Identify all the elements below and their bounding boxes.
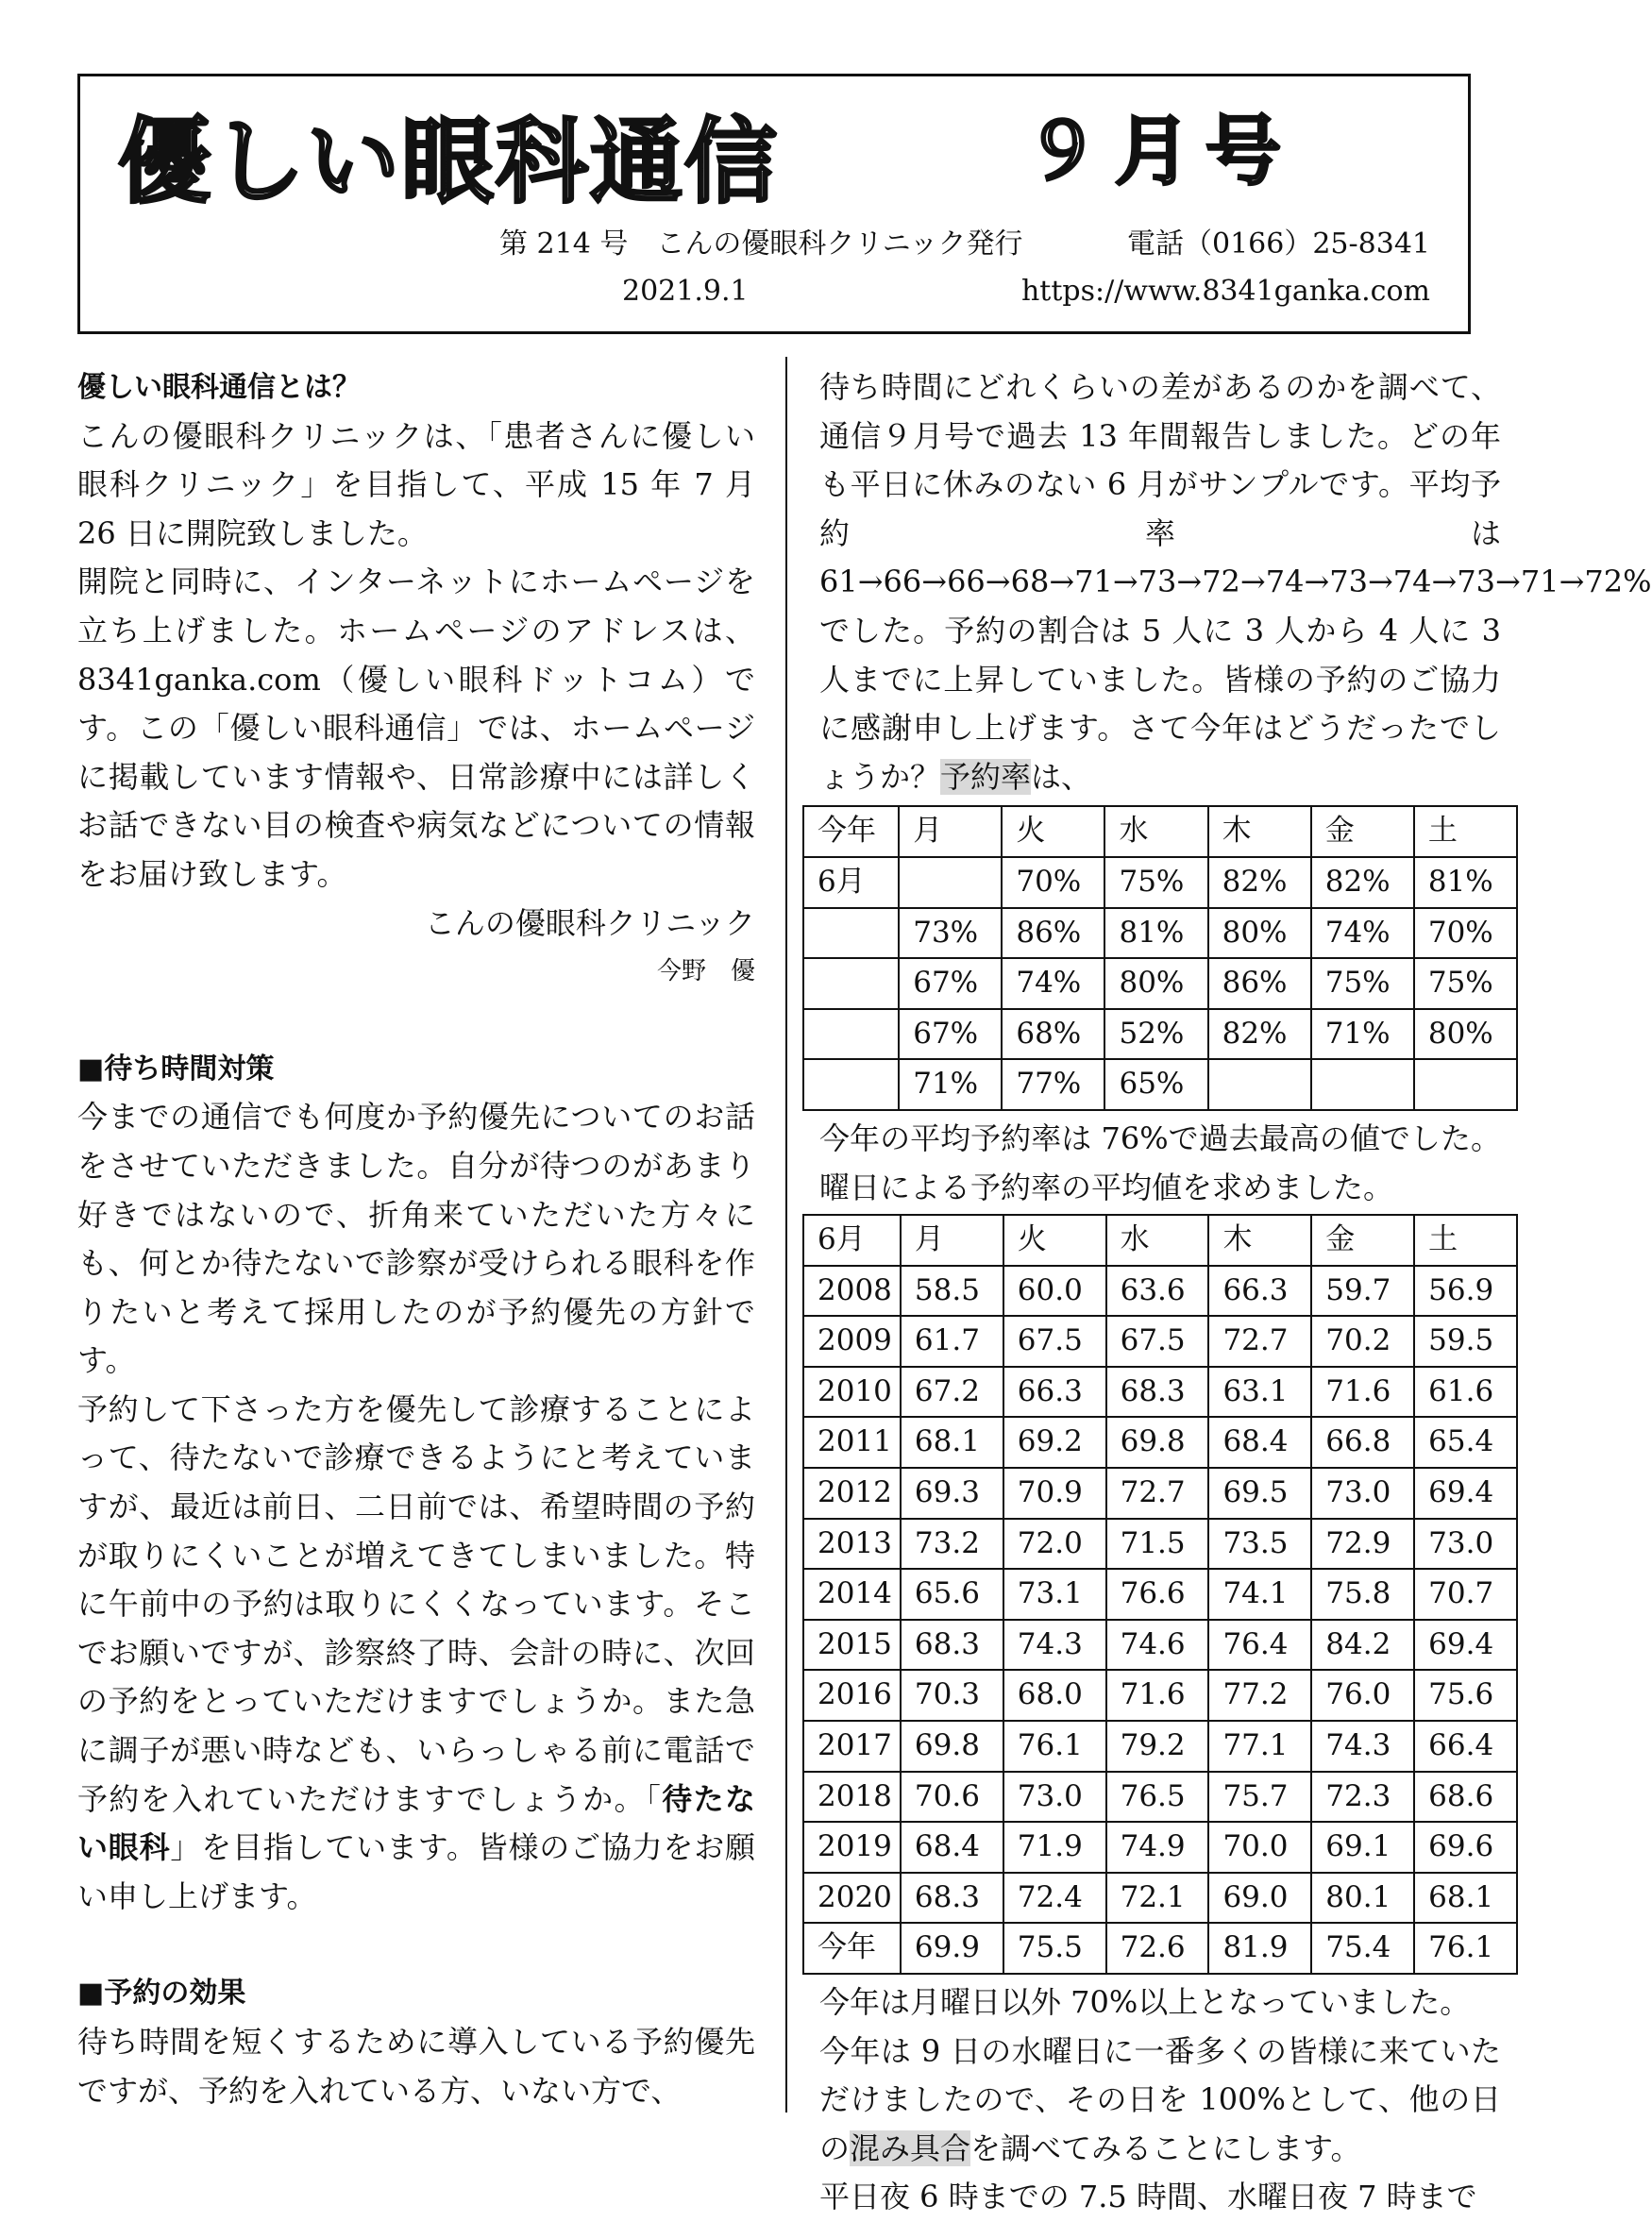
right-paragraph-3: 今年は月曜日以外 70%以上となっていました。 (819, 1984, 1471, 2020)
table-cell: 61.7 (901, 1316, 1003, 1367)
table-cell: 80% (1208, 908, 1311, 959)
table-cell: 69.8 (901, 1721, 1003, 1772)
intro-heading: 優しい眼科通信とは？ (77, 371, 361, 404)
highlight-yoyaku-rate: 予約率 (940, 758, 1032, 795)
table-cell: 69.0 (1208, 1873, 1311, 1924)
table-header-cell: 月 (901, 1215, 1003, 1266)
table-cell: 69.5 (1208, 1468, 1311, 1519)
table-cell: 71.9 (1003, 1822, 1106, 1873)
table-cell: 75.4 (1311, 1923, 1414, 1974)
table-cell: 2017 (803, 1721, 901, 1772)
reservation-rate-table (802, 805, 1518, 1111)
table-cell: 66.8 (1311, 1417, 1414, 1468)
table-row (803, 1468, 1517, 1519)
table-cell: 68.1 (901, 1417, 1003, 1468)
table-header-cell: 火 (1003, 1215, 1106, 1266)
table-row (803, 1620, 1517, 1671)
table-cell: 6月 (803, 857, 899, 908)
table-cell: 2011 (803, 1417, 901, 1468)
table-cell: 63.1 (1208, 1367, 1311, 1418)
table-cell: 79.2 (1106, 1721, 1209, 1772)
table-cell: 52% (1104, 1009, 1207, 1060)
table-cell: 73% (899, 908, 1002, 959)
table-row (803, 908, 1517, 959)
table-cell: 69.3 (901, 1468, 1003, 1519)
right-column (818, 363, 1652, 2222)
table-header-cell: 金 (1311, 806, 1414, 857)
table-cell (1414, 1059, 1517, 1110)
table-cell: 59.7 (1311, 1266, 1414, 1317)
table-cell: 69.4 (1414, 1620, 1517, 1671)
table-cell: 68% (1002, 1009, 1104, 1060)
wait-text-before: 予約して下さった方を優先して診療することによって、待たないで診療できるようにと考えていますが、最近は前日、二日前では、希望時間の予約が取りにくいことが増えてきてしまいました。特に午前中の予約は取りにくくなっています。そこでお願いですが、診察終了時、会計の時に、次回の予約をとっていただけますでしょうか。また急に調子が悪い時なども、いらっしゃる前に電話で予約を入れていただけますでしょうか。「 (77, 1390, 755, 1817)
table-cell: 70% (1002, 857, 1104, 908)
publisher-line: 第 214 号 こんの優眼科クリニック発行 (499, 227, 1023, 261)
right-paragraph-4 (819, 2028, 1501, 2174)
table-cell: 74.6 (1106, 1620, 1209, 1671)
table-cell: 76.4 (1208, 1620, 1311, 1671)
table-cell: 58.5 (901, 1266, 1003, 1317)
table-cell: 2019 (803, 1822, 901, 1873)
wait-heading: ■待ち時間対策 (77, 1052, 275, 1086)
table-header-cell: 木 (1208, 1215, 1311, 1266)
table-cell: 74.3 (1311, 1721, 1414, 1772)
table-cell: 70.3 (901, 1670, 1003, 1721)
table-cell: 2010 (803, 1367, 901, 1418)
table-header-cell: 土 (1414, 806, 1517, 857)
table-row (803, 857, 1517, 908)
table-cell: 72.4 (1003, 1873, 1106, 1924)
table-cell: 82% (1208, 857, 1311, 908)
table-cell (803, 958, 899, 1009)
table-row (803, 1059, 1517, 1110)
right-text-1: 待ち時間にどれくらいの差があるのかを調べて、通信９月号で過去 13 年間報告しました。どの年も平日に休みのない 6 月がサンプルです。平均予約率は 61→66→66→68→71→73→72→74→73→74→73→71→72%でした。予約の割合は 5 人に 3 人から 4 人に 3 人までに上昇していました。皆様の予約のご協力に感謝申し上げます。さて今年はどうだったでしょうか？ (819, 369, 1652, 795)
table-cell: 69.8 (1106, 1417, 1209, 1468)
table-row (803, 1417, 1517, 1468)
table-cell: 80.1 (1311, 1873, 1414, 1924)
table-cell: 67.5 (1106, 1316, 1209, 1367)
table-header-cell: 月 (899, 806, 1002, 857)
table-cell: 70.0 (1208, 1822, 1311, 1873)
table-cell (803, 1009, 899, 1060)
table-cell: 76.6 (1106, 1569, 1209, 1620)
table-row (803, 1519, 1517, 1570)
table-cell: 65.6 (901, 1569, 1003, 1620)
table-cell: 70% (1414, 908, 1517, 959)
table-cell: 76.1 (1003, 1721, 1106, 1772)
table-cell: 81% (1414, 857, 1517, 908)
table-cell: 74.3 (1003, 1620, 1106, 1671)
table-cell: 67.5 (1003, 1316, 1106, 1367)
table-cell (803, 908, 899, 959)
table-cell: 59.5 (1414, 1316, 1517, 1367)
effect-paragraph-1: 待ち時間を短くするために導入している予約優先ですが、予約を入れている方、いない方で、 (77, 2024, 755, 2109)
table-cell: 68.4 (901, 1822, 1003, 1873)
table-cell: 74.9 (1106, 1822, 1209, 1873)
table-row (803, 1009, 1517, 1060)
right-text-4-before: 今年は 9 日の水曜日に一番多くの皆様に来ていただけましたので、その日を 100%として、他の日の (819, 2032, 1501, 2166)
table-cell: 72.6 (1106, 1923, 1209, 1974)
table-cell: 76.5 (1106, 1772, 1209, 1823)
table-cell: 72.7 (1106, 1468, 1209, 1519)
wait-paragraph-2 (77, 1386, 755, 1922)
table-cell: 60.0 (1003, 1266, 1106, 1317)
table-row (803, 1772, 1517, 1823)
table-cell: 72.1 (1106, 1873, 1209, 1924)
table-cell: 70.2 (1311, 1316, 1414, 1367)
table-cell: 75.5 (1003, 1923, 1106, 1974)
table-header-cell: 今年 (803, 806, 899, 857)
website-url[interactable]: https://www.8341ganka.com (1020, 275, 1430, 308)
table-cell: 86% (1002, 908, 1104, 959)
table-cell (1311, 1059, 1414, 1110)
table-cell: 66.3 (1208, 1266, 1311, 1317)
table-row (803, 1873, 1517, 1924)
table-cell: 69.9 (901, 1923, 1003, 1974)
table-cell: 75.7 (1208, 1772, 1311, 1823)
table-cell: 67% (899, 958, 1002, 1009)
table-cell: 68.3 (1106, 1367, 1209, 1418)
table-cell: 70.6 (901, 1772, 1003, 1823)
table-cell: 72.7 (1208, 1316, 1311, 1367)
table-header-row (803, 1215, 1517, 1266)
table-cell: 68.1 (1414, 1873, 1517, 1924)
table-cell: 75% (1311, 958, 1414, 1009)
table-cell: 75.8 (1311, 1569, 1414, 1620)
wait-emphasis: 待たない眼科 (77, 1780, 755, 1866)
table-cell: 77% (1002, 1059, 1104, 1110)
table-header-cell: 水 (1106, 1215, 1209, 1266)
table-cell: 2018 (803, 1772, 901, 1823)
intro-paragraph-2: 開院と同時に、インターネットにホームページを立ち上げました。ホームページのアドレスは、8341ganka.com（優しい眼科ドットコム）です。この「優しい眼科通信」では、ホームページに掲載しています情報や、日常診療中には詳しくお話できない目の検査や病気などについての情報をお届け致します。 (77, 564, 755, 892)
table-cell: 69.1 (1311, 1822, 1414, 1873)
table-cell: 73.0 (1311, 1468, 1414, 1519)
wait-text-after: 」を目指しています。皆様のご協力をお願い申し上げます。 (77, 1829, 755, 1914)
table-row (803, 1367, 1517, 1418)
newsletter-title: 優しい眼科通信 (118, 109, 780, 216)
table-header-cell: 土 (1414, 1215, 1517, 1266)
table-cell: 73.0 (1003, 1772, 1106, 1823)
table-cell: 56.9 (1414, 1266, 1517, 1317)
table-row (803, 1670, 1517, 1721)
table-cell: 73.5 (1208, 1519, 1311, 1570)
table-cell: 68.3 (901, 1620, 1003, 1671)
table-cell: 73.1 (1003, 1569, 1106, 1620)
right-paragraph-2: 今年の平均予約率は 76%で過去最高の値でした。曜日による予約率の平均値を求めました。 (819, 1119, 1501, 1205)
table-cell: 84.2 (1311, 1620, 1414, 1671)
table-cell: 61.6 (1414, 1367, 1517, 1418)
table-cell: 67.2 (901, 1367, 1003, 1418)
table-cell: 69.4 (1414, 1468, 1517, 1519)
table-row (803, 1923, 1517, 1974)
table-cell: 75.6 (1414, 1670, 1517, 1721)
phone-number: 電話（0166）25-8341 (1126, 227, 1430, 261)
right-text-4-after: を調べてみることにします。 (970, 2129, 1361, 2166)
table-row (803, 1721, 1517, 1772)
table-cell: 74% (1002, 958, 1104, 1009)
table-cell: 71% (899, 1059, 1002, 1110)
table-cell: 66.4 (1414, 1721, 1517, 1772)
table-cell (899, 857, 1002, 908)
table-cell: 74% (1311, 908, 1414, 959)
right-paragraph-5: 平日夜 6 時までの 7.5 時間、水曜日夜 7 時まで (819, 2179, 1477, 2215)
table-cell: 今年 (803, 1923, 901, 1974)
table-header-cell: 6月 (803, 1215, 901, 1266)
table-row (803, 1266, 1517, 1317)
table-row (803, 1316, 1517, 1367)
table-cell: 73.2 (901, 1519, 1003, 1570)
table-cell: 2009 (803, 1316, 901, 1367)
effect-heading: ■予約の効果 (77, 1977, 246, 2011)
table-cell: 66.3 (1003, 1367, 1106, 1418)
table-cell: 82% (1208, 1009, 1311, 1060)
table-header-row (803, 806, 1517, 857)
table-cell: 65.4 (1414, 1417, 1517, 1468)
table-cell: 2020 (803, 1873, 901, 1924)
table-cell: 72.9 (1311, 1519, 1414, 1570)
table-cell: 80% (1104, 958, 1207, 1009)
table-header-cell: 金 (1311, 1215, 1414, 1266)
highlight-congestion: 混み具合 (850, 2129, 971, 2166)
table-cell: 2016 (803, 1670, 901, 1721)
intro-paragraph-1: こんの優眼科クリニックは、「患者さんに優しい眼科クリニック」を目指して、平成 15 年 7 月 26 日に開院致しました。 (77, 417, 755, 551)
table-cell: 69.6 (1414, 1822, 1517, 1873)
issue-label: ９月号 (1024, 108, 1296, 195)
table-cell: 86% (1208, 958, 1311, 1009)
author-name: 今野 優 (656, 957, 755, 986)
right-text-1-end: は、 (1031, 758, 1092, 795)
table-cell: 68.4 (1208, 1417, 1311, 1468)
table-cell: 75% (1104, 857, 1207, 908)
table-cell: 72.3 (1311, 1772, 1414, 1823)
table-cell: 82% (1311, 857, 1414, 908)
table-cell: 74.1 (1208, 1569, 1311, 1620)
table-cell: 2013 (803, 1519, 901, 1570)
table-cell (1208, 1059, 1311, 1110)
clinic-name: こんの優眼科クリニック (424, 904, 755, 941)
average-rate-table (802, 1214, 1518, 1975)
table-cell: 67% (899, 1009, 1002, 1060)
right-paragraph-1 (819, 363, 1652, 801)
table-cell: 81% (1104, 908, 1207, 959)
table-cell: 2014 (803, 1569, 901, 1620)
table-cell: 76.1 (1414, 1923, 1517, 1974)
table-cell: 71.5 (1106, 1519, 1209, 1570)
table-cell: 71.6 (1106, 1670, 1209, 1721)
left-column (77, 363, 755, 2115)
table-cell: 71.6 (1311, 1367, 1414, 1418)
table-header-cell: 木 (1208, 806, 1311, 857)
table-cell: 73.0 (1414, 1519, 1517, 1570)
table-cell: 68.3 (901, 1873, 1003, 1924)
table-row (803, 1569, 1517, 1620)
table-cell: 68.6 (1414, 1772, 1517, 1823)
table-cell: 63.6 (1106, 1266, 1209, 1317)
table-cell: 70.9 (1003, 1468, 1106, 1519)
table-cell: 70.7 (1414, 1569, 1517, 1620)
table-cell: 77.1 (1208, 1721, 1311, 1772)
table-cell: 80% (1414, 1009, 1517, 1060)
table-cell: 77.2 (1208, 1670, 1311, 1721)
table-row (803, 1822, 1517, 1873)
table-header-cell: 火 (1002, 806, 1104, 857)
table-cell: 68.0 (1003, 1670, 1106, 1721)
table-cell: 81.9 (1208, 1923, 1311, 1974)
table-cell: 2015 (803, 1620, 901, 1671)
wait-paragraph-1: 今までの通信でも何度か予約優先についてのお話をさせていただきました。自分が待つのがあまり好きではないので、折角来ていただいた方々にも、何とか待たないで診察が受けられる眼科を作りたいと考えて採用したのが予約優先の方針です。 (77, 1099, 755, 1379)
table-cell: 69.2 (1003, 1417, 1106, 1468)
spacer (77, 1921, 755, 1969)
table-cell (803, 1059, 899, 1110)
table-cell: 71% (1311, 1009, 1414, 1060)
table-cell: 2012 (803, 1468, 901, 1519)
table-cell: 76.0 (1311, 1670, 1414, 1721)
issue-date: 2021.9.1 (622, 275, 749, 308)
table-header-cell: 水 (1104, 806, 1207, 857)
newsletter-header (77, 74, 1471, 334)
table-cell: 72.0 (1003, 1519, 1106, 1570)
table-row (803, 958, 1517, 1009)
table-cell: 75% (1414, 958, 1517, 1009)
table-cell: 65% (1104, 1059, 1207, 1110)
spacer (77, 997, 755, 1045)
column-divider (785, 357, 787, 2113)
table-cell: 2008 (803, 1266, 901, 1317)
